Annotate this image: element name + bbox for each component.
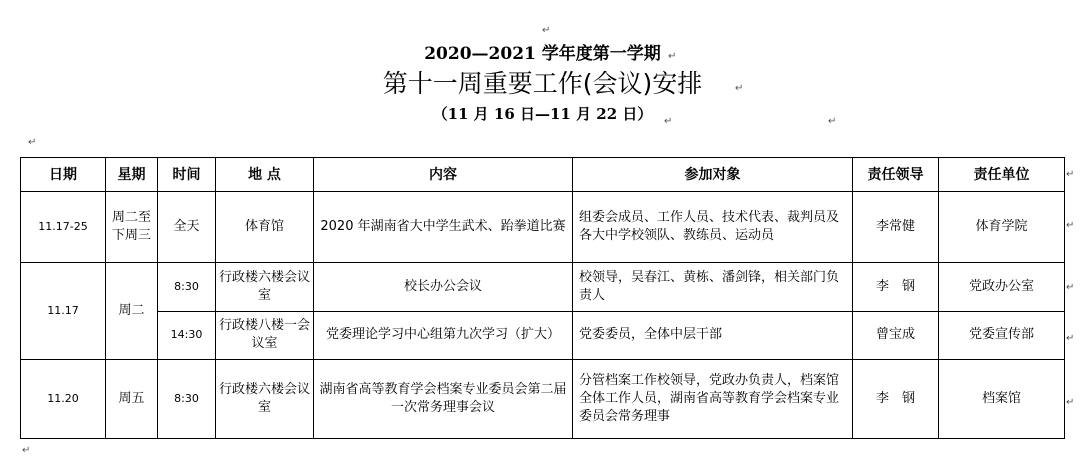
- paragraph-mark-icon: ↵: [1066, 169, 1075, 180]
- participants-cell: 分管档案工作校领导，党政办负责人，档案馆全体工作人员，湖南省高等教育学会档案专业委员会常务理事: [573, 360, 853, 439]
- participants-cell: 校领导，吴春江、黄栋、潘剑锋，相关部门负责人: [573, 263, 853, 312]
- time-cell: 14:30: [158, 311, 216, 360]
- location-cell: 行政楼六楼会议室: [216, 360, 314, 439]
- schedule-table: [20, 157, 1065, 439]
- time-cell: 8:30: [158, 263, 216, 312]
- paragraph-mark-icon: ↵: [664, 116, 673, 127]
- table-row: [21, 360, 1065, 439]
- column-header-weekday: 星期: [106, 158, 158, 192]
- content-cell: 2020 年湖南省大中学生武术、跆拳道比赛: [314, 192, 573, 263]
- participants-cell: 党委委员，全体中层干部: [573, 311, 853, 360]
- column-header-leader: 责任领导: [853, 158, 939, 192]
- column-header-location: 地 点: [216, 158, 314, 192]
- unit-cell: 体育学院: [939, 192, 1065, 263]
- unit-cell: 党委宣传部: [939, 311, 1065, 360]
- time-cell: 全天: [158, 192, 216, 263]
- column-header-time: 时间: [158, 158, 216, 192]
- paragraph-mark-icon: ↵: [1066, 397, 1075, 408]
- paragraph-mark-icon: ↵: [1066, 333, 1075, 344]
- location-cell: 体育馆: [216, 192, 314, 263]
- column-header-date: 日期: [21, 158, 106, 192]
- paragraph-mark-icon: ↵: [1066, 282, 1075, 293]
- date-range: （11 月 16 日—11 月 22 日）: [432, 105, 653, 123]
- weekday-cell: 周二至下周三: [106, 192, 158, 263]
- participants-cell: 组委会成员、工作人员、技术代表、裁判员及各大中学校领队、教练员、运动员: [573, 192, 853, 263]
- paragraph-mark-icon: ↵: [22, 445, 31, 456]
- content-cell: 党委理论学习中心组第九次学习（扩大）: [314, 311, 573, 360]
- table-row: [21, 192, 1065, 263]
- time-cell: 8:30: [158, 360, 216, 439]
- date-cell: 11.20: [21, 360, 106, 439]
- unit-cell: 档案馆: [939, 360, 1065, 439]
- table-row: [21, 263, 1065, 312]
- column-header-participants: 参加对象: [573, 158, 853, 192]
- date-cell: 11.17: [21, 263, 106, 360]
- weekday-cell: 周二: [106, 263, 158, 360]
- paragraph-mark-icon: ↵: [668, 51, 677, 62]
- paragraph-mark-icon: ↵: [735, 83, 744, 94]
- paragraph-mark-icon: ↵: [28, 137, 37, 148]
- date-cell: 11.17-25: [21, 192, 106, 263]
- weekday-cell: 周五: [106, 360, 158, 439]
- term-title: 2020—2021 学年度第一学期: [424, 44, 661, 64]
- leader-cell: 李 钢: [853, 360, 939, 439]
- column-header-content: 内容: [314, 158, 573, 192]
- page-title: 第十一周重要工作(会议)安排: [382, 69, 703, 98]
- location-cell: 行政楼八楼一会议室: [216, 311, 314, 360]
- content-cell: 校长办公会议: [314, 263, 573, 312]
- column-header-unit: 责任单位: [939, 158, 1065, 192]
- paragraph-mark-icon: ↵: [542, 25, 551, 36]
- paragraph-mark-icon: ↵: [828, 116, 837, 127]
- unit-cell: 党政办公室: [939, 263, 1065, 312]
- leader-cell: 李 钢: [853, 263, 939, 312]
- location-cell: 行政楼六楼会议室: [216, 263, 314, 312]
- table-header-row: [21, 158, 1065, 192]
- table-row: [21, 311, 1065, 360]
- leader-cell: 曾宝成: [853, 311, 939, 360]
- content-cell: 湖南省高等教育学会档案专业委员会第二届一次常务理事会议: [314, 360, 573, 439]
- leader-cell: 李常健: [853, 192, 939, 263]
- paragraph-mark-icon: ↵: [1066, 220, 1075, 231]
